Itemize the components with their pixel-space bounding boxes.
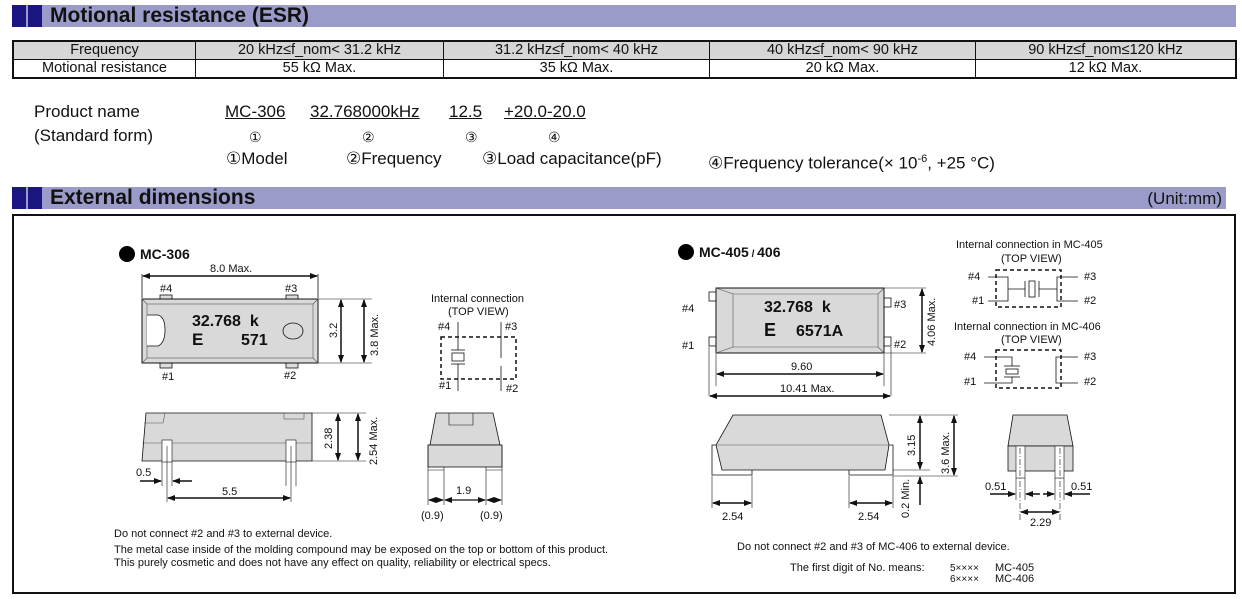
mc306-marking-code: 571 xyxy=(241,332,268,349)
legend-tolerance-prefix: ④Frequency tolerance(× 10 xyxy=(708,153,918,173)
mc306-note-2: The metal case inside of the molding compound may be exposed on the top or bottom of this product. xyxy=(114,544,609,556)
legend-tolerance-suffix: , +25 °C) xyxy=(927,153,995,173)
mc406-internal-title: Internal connection in MC-406 xyxy=(954,321,1101,333)
mc405-internal-connection-diagram xyxy=(988,270,1078,307)
mc306-note-1: Do not connect #2 and #3 to external device. xyxy=(114,528,333,540)
esr-cell: 35 kΩ Max. xyxy=(444,60,710,79)
product-name-sublabel: (Standard form) xyxy=(34,126,154,145)
mc306-lead-width-label: 0.5 xyxy=(136,467,152,479)
mc306-body-height-label: 3.2 xyxy=(328,322,340,338)
marker-2: ② xyxy=(362,129,375,145)
mc405-standoff-label: 0.2 Min. xyxy=(900,478,912,518)
mc405-internal-title: Internal connection in MC-405 xyxy=(956,239,1103,251)
mc405-internal-pin1: #1 xyxy=(972,295,985,307)
esr-header-cell: 90 kHz≤f_nom≤120 kHz xyxy=(976,41,1237,60)
esr-header-cell: 20 kHz≤f_nom< 31.2 kHz xyxy=(196,41,444,60)
legend-frequency: ②Frequency xyxy=(346,149,442,168)
mc405-title-main: MC-405 xyxy=(699,244,749,260)
mc306-pin2-label: #2 xyxy=(284,370,297,382)
esr-header-cell: Frequency xyxy=(13,41,196,60)
mc306-note-3: This purely cosmetic and does not have any effect on quality, reliability or electrical specs. xyxy=(114,557,551,569)
legend-load: ③Load capacitance(pF) xyxy=(482,149,662,168)
mc306-width-label: 8.0 Max. xyxy=(210,263,253,275)
legend-model: ①Model xyxy=(226,149,288,168)
mc306-side-total-label: 2.54 Max. xyxy=(368,416,380,465)
mc306-pin4-label: #4 xyxy=(160,283,173,295)
digit-model-406: MC-406 xyxy=(995,573,1035,585)
esr-cell: Motional resistance xyxy=(13,60,196,79)
mc306-pitch-label: 5.5 xyxy=(222,486,238,498)
digit-model-405: MC-405 xyxy=(995,562,1035,574)
mc306-title: MC-306 xyxy=(140,246,190,262)
mc306-marking-line1: 32.768 k xyxy=(192,313,259,330)
mc306-internal-subtitle: (TOP VIEW) xyxy=(448,306,509,318)
mc306-total-height-label: 3.8 Max. xyxy=(369,313,381,356)
mc306-internal-pin3: #3 xyxy=(505,321,518,333)
marker-4: ④ xyxy=(548,129,561,145)
mc405-side-height-label: 3.15 xyxy=(906,434,918,456)
mc405-side-total-label: 3.6 Max. xyxy=(940,431,952,474)
mc306-marking-e: E xyxy=(192,330,204,349)
digit-code-6: 6×××× xyxy=(950,574,979,585)
mc406-internal-pin4: #4 xyxy=(964,351,977,363)
esr-section-title: Motional resistance (ESR) xyxy=(50,4,310,27)
mc405-pin4-label: #4 xyxy=(682,303,695,315)
mc406-internal-pin2: #2 xyxy=(1084,376,1097,388)
mc406-internal-pin3: #3 xyxy=(1084,351,1097,363)
product-part-load: 12.5 xyxy=(449,102,483,121)
mc405-pad-left-label: 2.54 xyxy=(722,511,744,523)
mc405-title-sep: / xyxy=(748,249,758,260)
mc405-end-view xyxy=(990,415,1093,520)
mc306-internal-title: Internal connection xyxy=(431,293,524,305)
mc405-title-alt: 406 xyxy=(757,244,781,260)
legend-tolerance-exp: -6 xyxy=(917,153,928,165)
esr-cell: 55 kΩ Max. xyxy=(196,60,444,79)
mc306-pin3-label: #3 xyxy=(285,283,298,295)
mc405-total-width-label: 10.41 Max. xyxy=(780,383,835,395)
mc405-title xyxy=(699,244,781,260)
mc405-end-pitch-label: 2.29 xyxy=(1030,517,1052,529)
bullet-icon xyxy=(678,244,694,260)
mc406-internal-subtitle: (TOP VIEW) xyxy=(1001,334,1062,346)
mc406-internal-connection-diagram xyxy=(984,350,1078,388)
marker-1: ① xyxy=(249,129,262,145)
mc405-body-width-label: 9.60 xyxy=(791,361,813,373)
mc306-end-right-label: (0.9) xyxy=(480,510,503,522)
mc306-side-view xyxy=(140,413,366,502)
mc306-side-height-label: 2.38 xyxy=(323,427,335,449)
mc405-internal-subtitle: (TOP VIEW) xyxy=(1001,253,1062,265)
mc405-internal-pin4: #4 xyxy=(968,271,981,283)
esr-header-cell: 31.2 kHz≤f_nom< 40 kHz xyxy=(444,41,710,60)
dimensions-section-title: External dimensions xyxy=(50,186,256,209)
mc405-pin2-label: #2 xyxy=(894,339,907,351)
mc405-end-right-label: 0.51 xyxy=(1071,481,1093,493)
digit-code-5: 5×××× xyxy=(950,563,979,574)
unit-label: (Unit:mm) xyxy=(1147,189,1222,208)
mc405-end-left-label: 0.51 xyxy=(985,481,1007,493)
product-name-label: Product name xyxy=(34,102,140,121)
mc405-side-view xyxy=(712,415,958,508)
product-part-tolerance: +20.0-20.0 xyxy=(504,102,586,121)
digit-note-label: The first digit of No. means: xyxy=(790,562,925,574)
mc405-note: Do not connect #2 and #3 of MC-406 to external device. xyxy=(737,541,1010,553)
mc405-internal-pin2: #2 xyxy=(1084,295,1097,307)
esr-cell: 12 kΩ Max. xyxy=(976,60,1237,79)
mc405-internal-pin3: #3 xyxy=(1084,271,1097,283)
mc405-marking-code: 6571A xyxy=(796,323,844,340)
esr-cell: 20 kΩ Max. xyxy=(710,60,976,79)
bullet-icon xyxy=(119,246,135,262)
mc406-internal-pin1: #1 xyxy=(964,376,977,388)
mc405-marking-line1: 32.768 k xyxy=(764,299,831,316)
product-part-frequency: 32.768000kHz xyxy=(310,102,420,121)
mc306-internal-pin4: #4 xyxy=(438,321,451,333)
mc405-pin1-label: #1 xyxy=(682,340,695,352)
mc306-pin1-label: #1 xyxy=(162,371,175,383)
mc306-internal-pin1: #1 xyxy=(439,380,452,392)
mc306-end-left-label: (0.9) xyxy=(421,510,444,522)
mc306-end-mid-label: 1.9 xyxy=(456,485,472,497)
mc405-pin3-label: #3 xyxy=(894,299,907,311)
esr-header-cell: 40 kHz≤f_nom< 90 kHz xyxy=(710,41,976,60)
mc405-pad-right-label: 2.54 xyxy=(858,511,880,523)
mc405-marking-e: E xyxy=(764,320,777,340)
product-part-model: MC-306 xyxy=(225,102,286,121)
mc306-internal-pin2: #2 xyxy=(506,383,519,395)
marker-3: ③ xyxy=(465,129,478,145)
mc405-height-label: 4.06 Max. xyxy=(926,297,938,346)
